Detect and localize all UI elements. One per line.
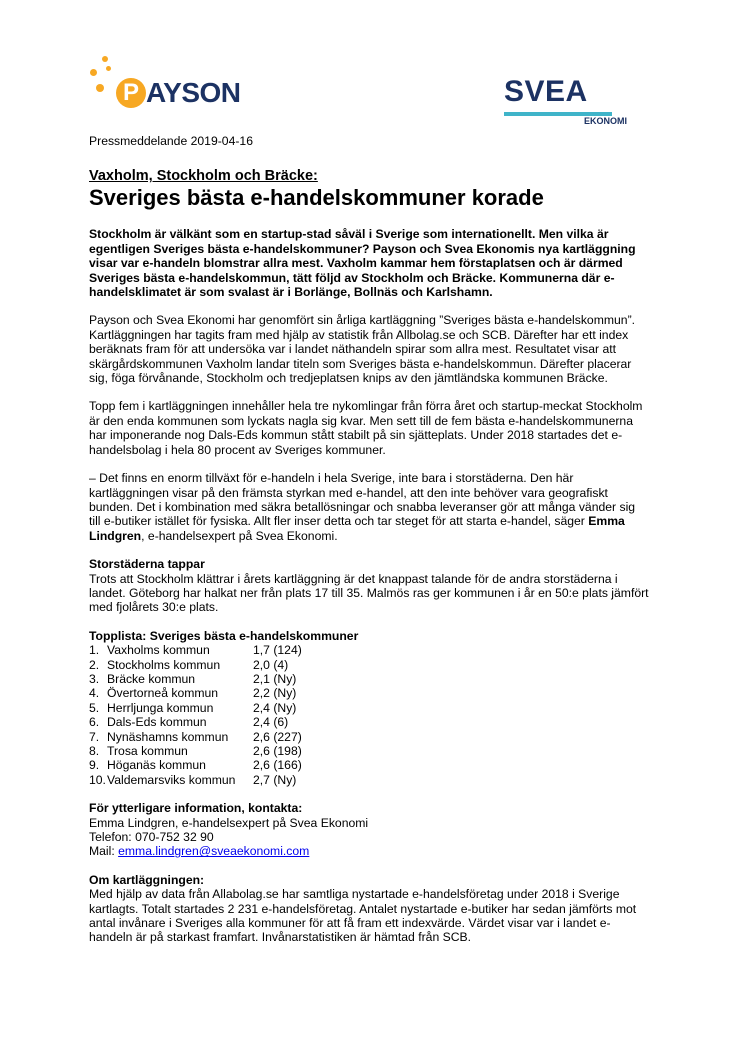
contact-name: Emma Lindgren, e-handelsexpert på Svea Ekonomi [89, 815, 369, 830]
payson-logo-text: AYSON [146, 77, 241, 108]
contact-block [89, 816, 649, 859]
body-paragraph-2: Topp fem i kartläggningen innehåller hela tre nykomlingar från förra året och startup-meckat Stockholm är den enda kommunen som lyckats nagla sig kvar. Men sett till de fem bästa e-handelskommunerna har imponerande nog Dals-Eds kommun stått stabilt på sin sjätteplats. Under 2018 startades det e-handelsbolag i hela 80 procent av Sveriges kommuner. [89, 399, 643, 457]
list-value: 2,4 (6) [253, 715, 289, 730]
list-item [89, 730, 649, 744]
press-release-body [89, 134, 649, 959]
list-rank: 2. [89, 657, 100, 672]
list-item [89, 643, 649, 657]
list-value: 2,0 (4) [253, 657, 289, 672]
section-text-storstaderna: Trots att Stockholm klättrar i årets kartläggning är det knappast talande för de andra storstäderna i landet. Göteborg har halkat ner från plats 17 till 35. Malmös ras ger kommunen i år en 50:e plats jämfört med fjolårets 30:e plats. [89, 571, 649, 615]
list-item [89, 744, 649, 758]
toplist [89, 643, 649, 787]
list-name: Vaxholms kommun [107, 643, 210, 658]
svea-logo [504, 75, 628, 132]
about-text: Med hjälp av data från Allabolag.se har samtliga nystartade e-handelsföretag under 2018 i Sverige kartlagts. Totalt startades 2 231 e-handelsföretag. Antalet nystartade e-butiker har sedan jämförts mot antal invånare i Sveriges alla kommuner för att få fram ett indexvärde. Värdet visar var i landet e-handeln är på starkast framfart. Invånarstatistiken är hämtad från SCB. [89, 887, 637, 945]
list-value: 2,6 (227) [253, 729, 302, 744]
list-name: Valdemarsviks kommun [107, 772, 236, 787]
quote-paragraph [89, 471, 649, 543]
list-rank: 3. [89, 671, 100, 686]
list-item [89, 773, 649, 787]
section-heading-storstaderna: Storstäderna tappar [89, 557, 205, 572]
list-rank: 4. [89, 686, 100, 701]
contact-mail-label: Mail: [89, 844, 119, 859]
contact-heading: För ytterligare information, kontakta: [89, 801, 303, 816]
list-item [89, 658, 649, 672]
list-item [89, 758, 649, 772]
list-item [89, 686, 649, 700]
quote-end: , e-handelsexpert på Svea Ekonomi. [141, 528, 338, 543]
list-name: Herrljunga kommun [107, 700, 214, 715]
list-value: 2,6 (166) [253, 758, 302, 773]
list-rank: 5. [89, 700, 100, 715]
list-name: Höganäs kommun [107, 758, 206, 773]
list-rank: 1. [89, 643, 100, 658]
list-item [89, 701, 649, 715]
list-rank: 7. [89, 729, 100, 744]
list-name: Nynäshamns kommun [107, 729, 229, 744]
list-rank: 10. [89, 772, 106, 787]
body-paragraph-1: Payson och Svea Ekonomi har genomfört sin årliga kartläggning ”Sveriges bästa e-handelskommun”. Kartläggningen har tagits fram med hjälp av statistik från Allbolag.se och SCB. Därefter har ett index beräknats fram för att undersöka var i landet näthandeln spirar som allra mest. Resultatet visar att skärgårdskommunen Vaxholm landar titeln som Sveriges bästa e-handelskommun. Därefter placerar sig, föga förvånande, Stockholm och tredjeplatsen knips av den jämtländska kommunen Bräcke. [89, 313, 636, 386]
payson-logo [88, 56, 268, 116]
contact-phone: Telefon: 070-752 32 90 [89, 830, 214, 845]
toplist-heading: Topplista: Sveriges bästa e-handelskommuner [89, 628, 359, 643]
list-name: Dals-Eds kommun [107, 715, 207, 730]
list-name: Trosa kommun [107, 744, 188, 758]
release-date: Pressmeddelande 2019-04-16 [89, 134, 253, 148]
svea-logo-subtext: EKONOMI [584, 116, 628, 126]
page-title: Sveriges bästa e-handelskommuner korade [89, 185, 544, 211]
list-rank: 6. [89, 715, 100, 730]
list-value: 2,4 (Ny) [253, 700, 297, 715]
list-value: 2,7 (Ny) [253, 772, 297, 787]
about-heading: Om kartläggningen: [89, 872, 205, 887]
quote-name: Emma Lindgren [89, 514, 625, 543]
list-rank: 8. [89, 744, 100, 758]
list-value: 2,6 (198) [253, 744, 302, 758]
list-item [89, 715, 649, 729]
list-name: Bräcke kommun [107, 671, 196, 686]
list-name: Stockholms kommun [107, 657, 221, 672]
list-item [89, 672, 649, 686]
list-value: 1,7 (124) [253, 643, 302, 658]
list-name: Övertorneå kommun [107, 686, 219, 701]
list-rank: 9. [89, 758, 100, 773]
payson-logo-p: P [116, 78, 146, 108]
quote-text: – Det finns en enorm tillväxt för e-handeln i hela Sverige, inte bara i storstäderna. Den här kartläggningen visar på den främsta styrkan med e-handel, att den inte behöver vara geografiskt bunden. Det i kombination med säkra betallösningar och snabba leveranser gör att många vänder sig till e-butiker istället för fysiska. Allt fler inser detta och tar steget för att starta e-handel, säger [89, 471, 636, 529]
svea-logo-text: SVEA [504, 75, 588, 108]
kicker: Vaxholm, Stockholm och Bräcke: [89, 168, 318, 185]
lead-paragraph: Stockholm är välkänt som en startup-stad såväl i Sverige som internationellt. Men vilka är egentligen Sveriges bästa e-handelskommuner? Payson och Svea Ekonomis nya kartläggning visar var e-handeln blomstrar allra mest. Vaxholm kammar hem förstaplatsen och är därmed Sveriges bästa e-handelskommun, tätt följd av Stockholm och Bräcke. Kommunerna där e-handelsklimatet är som svalast är i Borlänge, Bollnäs och Karlshamn. [89, 227, 636, 300]
list-value: 2,1 (Ny) [253, 671, 297, 686]
list-value: 2,2 (Ny) [253, 686, 297, 701]
contact-email-link[interactable]: emma.lindgren@sveaekonomi.com [118, 844, 310, 859]
